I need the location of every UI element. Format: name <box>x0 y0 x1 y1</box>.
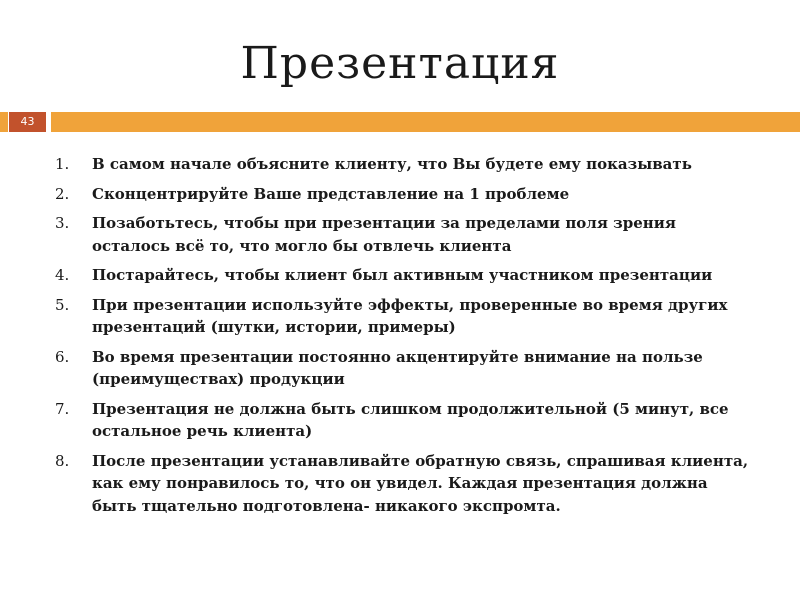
list-item-number: 7. <box>55 399 70 418</box>
list-item <box>55 398 755 443</box>
list-item-number: 5. <box>55 295 70 314</box>
list-item <box>55 153 755 176</box>
list-item-text: В самом начале объясните клиенту, что Вы будете ему показывать <box>92 155 692 173</box>
list-item-text: Сконцентрируйте Ваше представление на 1 проблеме <box>92 184 570 203</box>
list-item <box>55 183 755 206</box>
header-rule-left <box>0 112 8 132</box>
list-item-text: При презентации используйте эффекты, проверенные во время других презентаций (шутки, истории, примеры) <box>92 295 728 336</box>
page-number-badge: 43 <box>9 112 46 132</box>
list-item-number: 2. <box>55 184 70 203</box>
list-item-text: Презентация не должна быть слишком продолжительной (5 минут, все остальное речь клиента) <box>92 399 729 440</box>
list-item-text: Во время презентации постоянно акцентируйте внимание на пользе (преимуществах) продукции <box>92 347 703 388</box>
slide-title: Презентация <box>240 38 560 89</box>
list-item <box>55 264 755 287</box>
numbered-list <box>55 153 755 524</box>
list-item-text: После презентации устанавливайте обратную связь, спрашивая клиента, как ему понравилось то, что он увидел. Каждая презентация должна быть тщательно подготовлена- никакого экспромта. <box>92 451 749 515</box>
list-item-text: Постарайтесь, чтобы клиент был активным участником презентации <box>92 266 713 284</box>
list-item <box>55 294 755 339</box>
list-item-number: 4. <box>55 266 70 284</box>
list-item-number: 8. <box>55 451 70 470</box>
list-item <box>55 212 755 257</box>
list-item <box>55 346 755 391</box>
list-item <box>55 450 755 518</box>
list-item-number: 3. <box>55 214 70 232</box>
list-item-text: Позаботьтесь, чтобы при презентации за пределами поля зрения осталось всё то, что могло бы отвлечь клиента <box>92 214 676 255</box>
list-item-number: 1. <box>55 155 70 173</box>
list-item-number: 6. <box>55 347 70 366</box>
header-rule-right <box>51 112 800 132</box>
